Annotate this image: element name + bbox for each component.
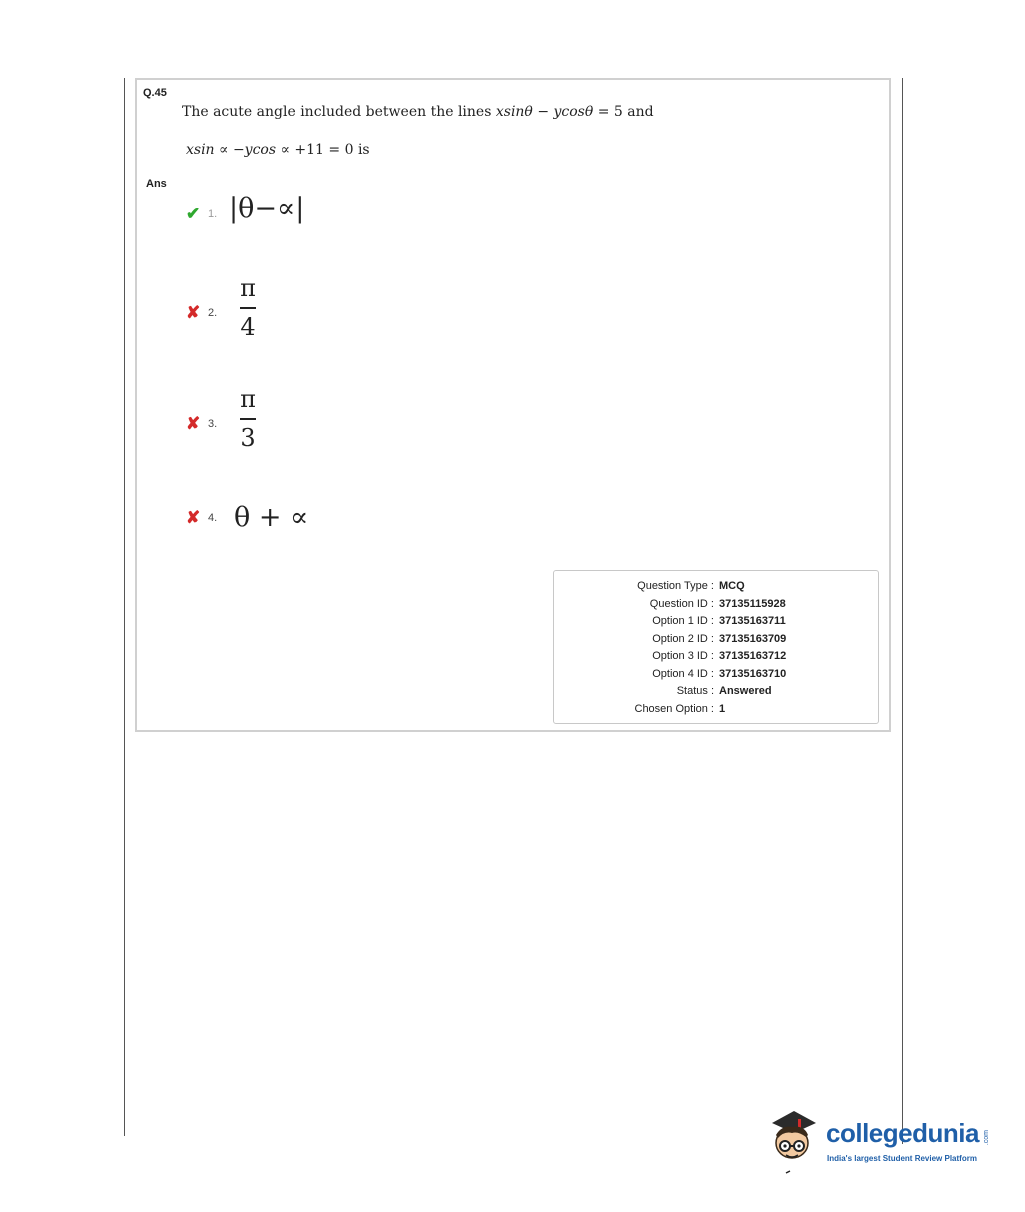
option-3-fraction [240,387,256,450]
fraction-denominator: 4 [240,313,256,341]
question-text-line2 [186,142,370,158]
fraction-bar [240,307,256,309]
option2-id-label: Option 2 ID : [652,633,714,645]
option3-id-value: 37135163712 [719,650,787,662]
right-page-line [902,78,903,1144]
question-text-pre: The acute angle included between the lines [182,104,496,120]
option-4 [186,508,217,528]
chosen-option-value: 1 [719,703,726,715]
check-icon: ✔ [186,204,201,223]
question-math-2: xsin ∝ −ycos ∝ [186,142,290,158]
fraction-bar [240,418,256,420]
option-2 [186,303,217,323]
option-1 [186,204,217,224]
option3-id-label: Option 3 ID : [652,650,714,662]
cross-icon: ✘ [186,414,201,433]
question-type-value: MCQ [719,580,745,592]
question-number: Q.45 [143,87,167,99]
option-2-fraction [240,276,256,339]
fraction-numerator: π [240,385,256,413]
question-id-value: 37135115928 [719,598,786,610]
question-text-post2: +11 = 0 is [289,142,370,158]
question-text-line1 [182,104,654,120]
option-number: 4. [208,512,218,524]
logo-tagline: India's largest Student Review Platform [827,1154,977,1163]
cross-icon: ✘ [186,303,201,322]
cross-icon: ✘ [186,508,201,527]
question-info-box [553,570,879,724]
question-type-label: Question Type : [637,580,714,592]
chosen-option-label: Chosen Option : [634,703,714,715]
logo-com: .com [983,1130,990,1146]
option1-id-label: Option 1 ID : [652,615,714,627]
option1-id-value: 37135163711 [719,615,786,627]
option4-id-label: Option 4 ID : [652,668,714,680]
option-4-content: θ + ∝ [234,502,309,533]
option-number: 1. [208,208,218,220]
fraction-denominator: 3 [240,424,256,452]
question-math-1: xsinθ − ycosθ [495,104,594,120]
answer-label: Ans [146,178,167,190]
option-number: 2. [208,307,218,319]
question-text-post: = 5 and [593,104,654,120]
fraction-numerator: π [240,274,256,302]
option4-id-value: 37135163710 [719,668,787,680]
option-3 [186,414,217,434]
option-number: 3. [208,418,218,430]
status-label: Status : [676,685,714,697]
left-page-line [124,78,125,1136]
option-1-content: |θ−∝| [229,193,305,224]
question-id-label: Question ID : [649,598,714,610]
logo-wordmark: collegedunia [826,1118,979,1148]
mascot-icon [768,1105,828,1175]
option2-id-value: 37135163709 [719,633,787,645]
status-value: Answered [719,685,772,697]
